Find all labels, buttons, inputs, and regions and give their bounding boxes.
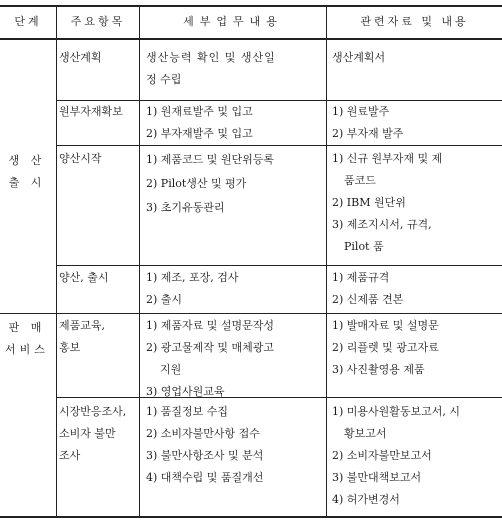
row-rule <box>56 145 502 146</box>
table-top-rule <box>0 5 502 7</box>
item-cell: 제품교육, 홍보 <box>59 319 106 354</box>
detail-cell: 1) 품질정보 수집 2) 소비자불만사항 접수 3) 불만사항조사 및 분석 4) 대책수립 및 품질개선 <box>146 405 264 484</box>
stage-label: 생 산 출 시 <box>8 154 46 189</box>
detail-cell: 1) 제품코드 및 원단위등록 2) Pilot생산 및 평가 3) 초기유동관리 <box>146 153 275 214</box>
column-divider-1 <box>56 5 57 518</box>
header-detail: 세부업무내용 <box>183 15 283 28</box>
header-bottom-rule <box>0 38 502 40</box>
column-divider-2 <box>139 5 140 518</box>
row-rule <box>56 265 502 266</box>
stage-label: 판 매 서비스 <box>5 321 49 356</box>
material-cell: 생산계획서 <box>332 51 386 64</box>
material-cell: 1) 미용사원활동보고서, 시 황보고서 2) 소비자불만보고서 3) 불만대책보고서 4) 허가변경서 <box>332 405 461 506</box>
header-stage: 단계 <box>14 15 42 28</box>
material-cell: 1) 신규 원부자재 및 제 품코드 2) IBM 원단위 3) 제조지시서, 규격, Pilot 품 <box>332 152 443 253</box>
item-cell: 시장반응조사, 소비자 불만 조사 <box>59 405 127 462</box>
item-cell: 생산계획 <box>59 51 102 64</box>
section-rule <box>0 313 502 314</box>
item-cell: 양산시작 <box>59 152 102 165</box>
detail-cell: 1) 제품자료 및 설명문작성 2) 광고물제작 및 매체광고 지원 3) 영업사원교육 <box>146 319 275 398</box>
item-cell: 원부자재확보 <box>59 105 123 118</box>
table-bottom-rule <box>0 516 502 518</box>
detail-cell: 1) 원재료발주 및 입고 2) 부자재발주 및 입고 <box>146 105 253 140</box>
detail-cell: 생산능력 확인 및 생산일 정 수립 <box>146 51 276 86</box>
detail-cell: 1) 제조, 포장, 검사 2) 출시 <box>146 271 239 306</box>
header-item: 주요항목 <box>70 15 126 28</box>
material-cell: 1) 원료발주 2) 부자재 발주 <box>332 105 404 140</box>
column-divider-3 <box>326 5 327 518</box>
material-cell: 1) 제품규격 2) 신제품 견본 <box>332 271 404 306</box>
header-material: 관련자료 및 내용 <box>360 15 469 28</box>
material-cell: 1) 발매자료 및 설명문 2) 리플렛 및 광고자료 3) 사진촬영용 제품 <box>332 319 439 376</box>
item-cell: 양산, 출시 <box>59 271 109 284</box>
